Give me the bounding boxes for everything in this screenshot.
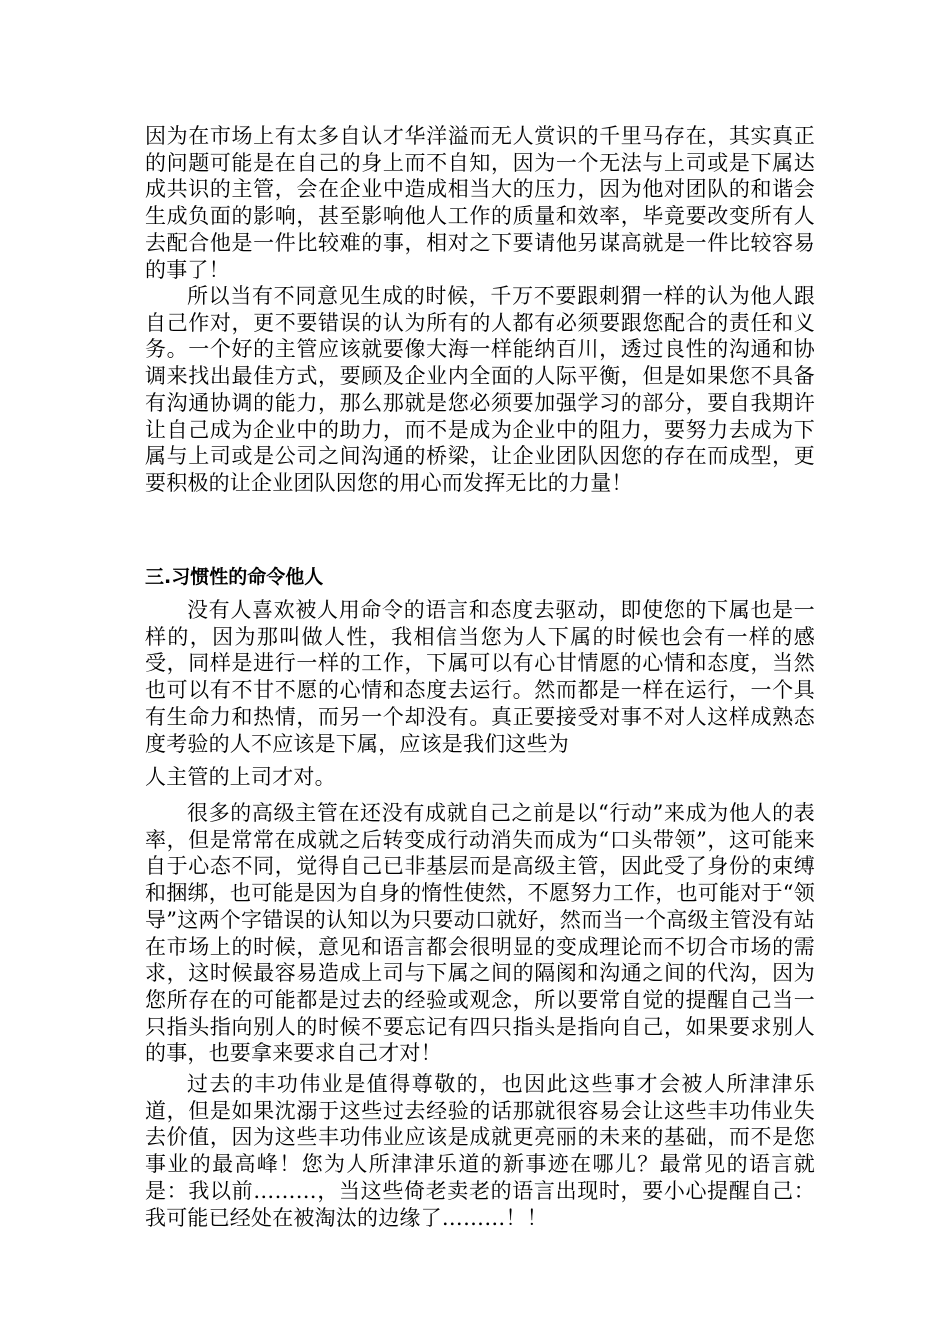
paragraph-past-achievements: 过去的丰功伟业是值得尊敬的，也因此这些事才会被人所津津乐道，但是如果沈溺于这些过去经验的话那就很容易会让这些丰功伟业失去价值，因为这些丰功伟业应该是成就更亮丽的未来的基础，而不是您事业的最高峰！您为人所津津乐道的新事迹在哪儿？最常见的语言就是：我以前………，当这些倚老卖老的语言出现时，要小心提醒自己：我可能已经处在被淘汰的边缘了………！！: [145, 1072, 815, 1230]
section-heading: 三.习惯性的命令他人: [145, 566, 324, 588]
paragraph-different-opinions: 所以当有不同意见生成的时候，千万不要跟刺猬一样的认为他人跟自己作对，更不要错误的认为所有的人都有必须要跟您配合的责任和义务。一个好的主管应该就要像大海一样能纳百川，透过良性的沟通和协调来找出最佳方式，要顾及企业内全面的人际平衡，但是如果您不具备有沟通协调的能力，那么那就是您必须要加强学习的部分，要自我期许让自己成为企业中的助力，而不是成为企业中的阻力，要努力去成为下属与上司或是公司之间沟通的桥梁，让企业团队因您的存在而成型，更要积极的让企业团队因您的用心而发挥无比的力量！: [145, 284, 815, 495]
paragraph-market-talent: 因为在市场上有太多自认才华洋溢而无人赏识的千里马存在，其实真正的问题可能是在自己的身上而不自知，因为一个无法与上司或是下属达成共识的主管，会在企业中造成相当大的压力，因为他对团队的和谐会生成负面的影响，甚至影响他人工作的质量和效率，毕竟要改变所有人去配合他是一件比较难的事，相对之下要请他另谋高就是一件比较容易的事了！: [145, 124, 815, 282]
paragraph-commanding-others: 没有人喜欢被人用命令的语言和态度去驱动，即使您的下属也是一样的，因为那叫做人性，我相信当您为人下属的时候也会有一样的感受，同样是进行一样的工作，下属可以有心甘情愿的心情和态度，当然也可以有不甘不愿的心情和态度去运行。然而都是一样在运行，一个具有生命力和热情，而另一个却没有。真正要接受对事不对人这样成熟态度考验的人不应该是下属，应该是我们这些为: [145, 598, 815, 756]
paragraph-senior-managers: 很多的高级主管在还没有成就自己之前是以“行动”来成为他人的表率，但是常常在成就之后转变成行动消失而成为“口头带领”，这可能来自于心态不同，觉得自己已非基层而是高级主管，因此受了身份的束缚和捆绑，也可能是因为自身的惰性使然，不愿努力工作，也可能对于“领导”这两个字错误的认知以为只要动口就好，然而当一个高级主管没有站在市场上的时候，意见和语言都会很明显的变成理论而不切合市场的需求，这时候最容易造成上司与下属之间的隔阂和沟通之间的代沟，因为您所存在的可能都是过去的经验或观念，所以要常自觉的提醒自己当一只指头指向别人的时候不要忘记有四只指头是指向自己，如果要求别人的事，也要拿来要求自己才对！: [145, 801, 815, 1066]
paragraph-commanding-others-tail: 人主管的上司才对。: [145, 765, 336, 789]
